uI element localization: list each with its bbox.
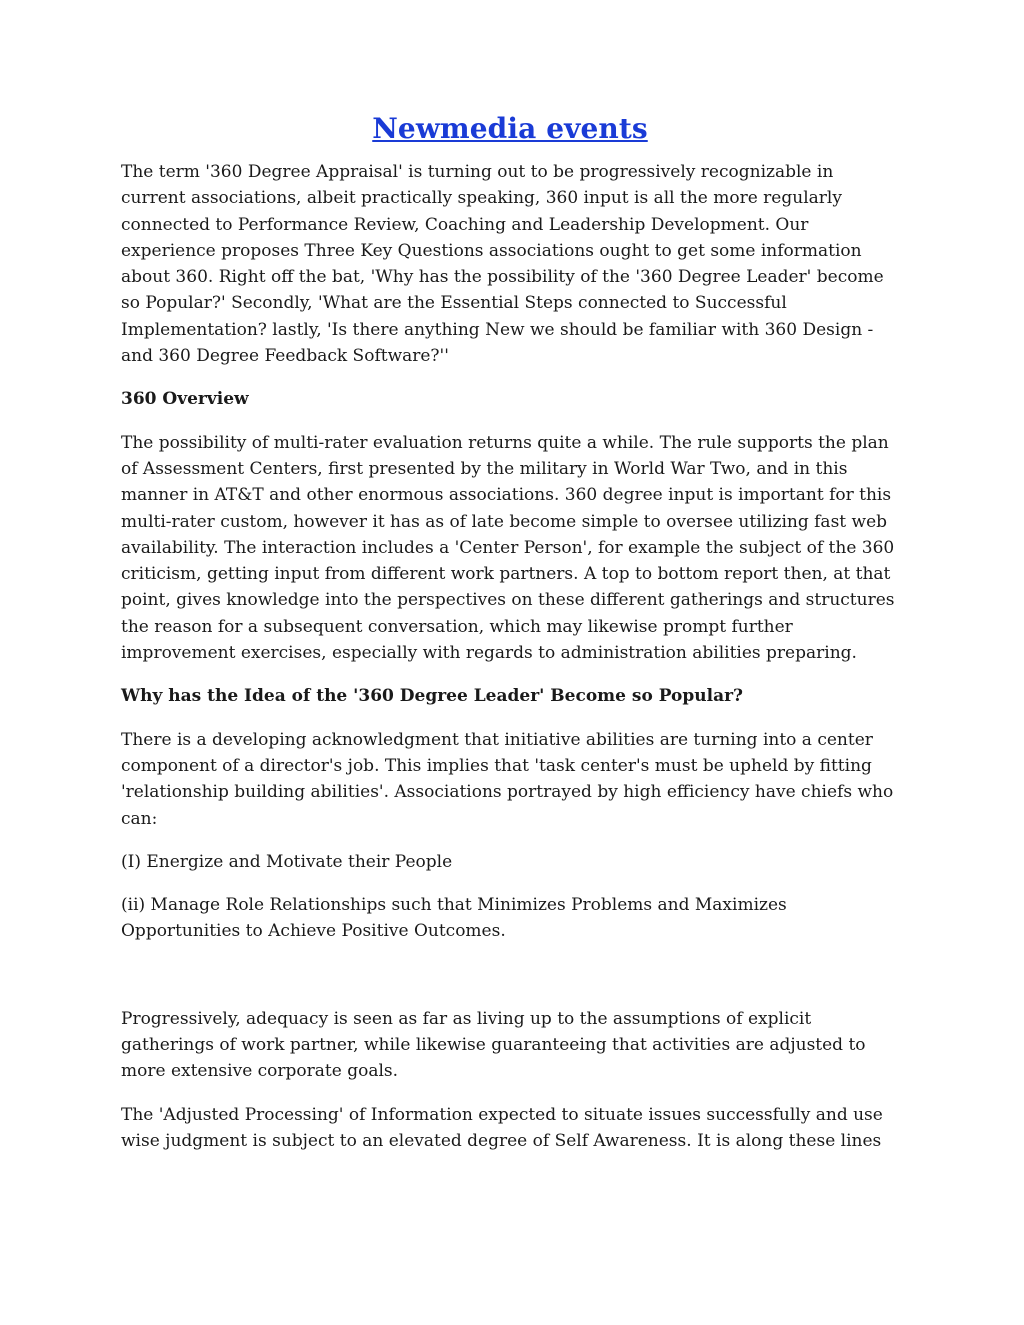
- overview-heading: 360 Overview: [121, 389, 249, 410]
- popular-paragraph: There is a developing acknowledgment that initiative abilities are turning into a center component of a director's job. This implies that 'task center's must be upheld by fitting 'relationship building abilities'. Associations portrayed by high efficiency have chiefs who can:: [121, 729, 894, 829]
- processing-paragraph: The 'Adjusted Processing' of Information expected to situate issues successfully and use wise judgment is subject to an elevated degree of Self Awareness. It is along these lines: [121, 1104, 883, 1151]
- point-ii: (ii) Manage Role Relationships such that Minimizes Problems and Maximizes Opportunities to Achieve Positive Outcomes.: [121, 895, 787, 942]
- intro-paragraph: The term '360 Degree Appraisal' is turning out to be progressively recognizable in current associations, albeit practically speaking, 360 input is all the more regularly connected to Performance Review, Coaching and Leadership Development. Our experience proposes Three Key Questions associations ought to get some information about 360. Right off the bat, 'Why has the possibility of the '360 Degree Leader' become so Popular?' Secondly, 'What are the Essential Steps connected to Successful Implementation? lastly, 'Is there anything New we should be familiar with 360 Design - and 360 Degree Feedback Software?'': [121, 162, 884, 367]
- overview-paragraph: The possibility of multi-rater evaluation returns quite a while. The rule supports the plan of Assessment Centers, first presented by the military in World War Two, and in this manner in AT&T and other enormous associations. 360 degree input is important for this multi-rater custom, however it has as of late become simple to oversee utilizing fast web availability. The interaction includes a 'Center Person', for example the subject of the 360 criticism, getting input from different work partners. A top to bottom report then, at that point, gives knowledge into the perspectives on these different gatherings and structures the reason for a subsequent conversation, which may likewise prompt further improvement exercises, especially with regards to administration abilities preparing.: [121, 432, 895, 664]
- point-i: (I) Energize and Motivate their People: [121, 851, 453, 872]
- title-container: [121, 112, 899, 145]
- document-title-link[interactable]: Newmedia events: [372, 112, 648, 145]
- blank-spacer: [121, 962, 899, 1006]
- popular-heading: Why has the Idea of the '360 Degree Leader' Become so Popular?: [121, 686, 744, 707]
- adequacy-paragraph: Progressively, adequacy is seen as far as living up to the assumptions of explicit gatherings of work partner, while likewise guaranteeing that activities are adjusted to more extensive corporate goals.: [121, 1008, 866, 1082]
- document-page: [121, 112, 899, 1171]
